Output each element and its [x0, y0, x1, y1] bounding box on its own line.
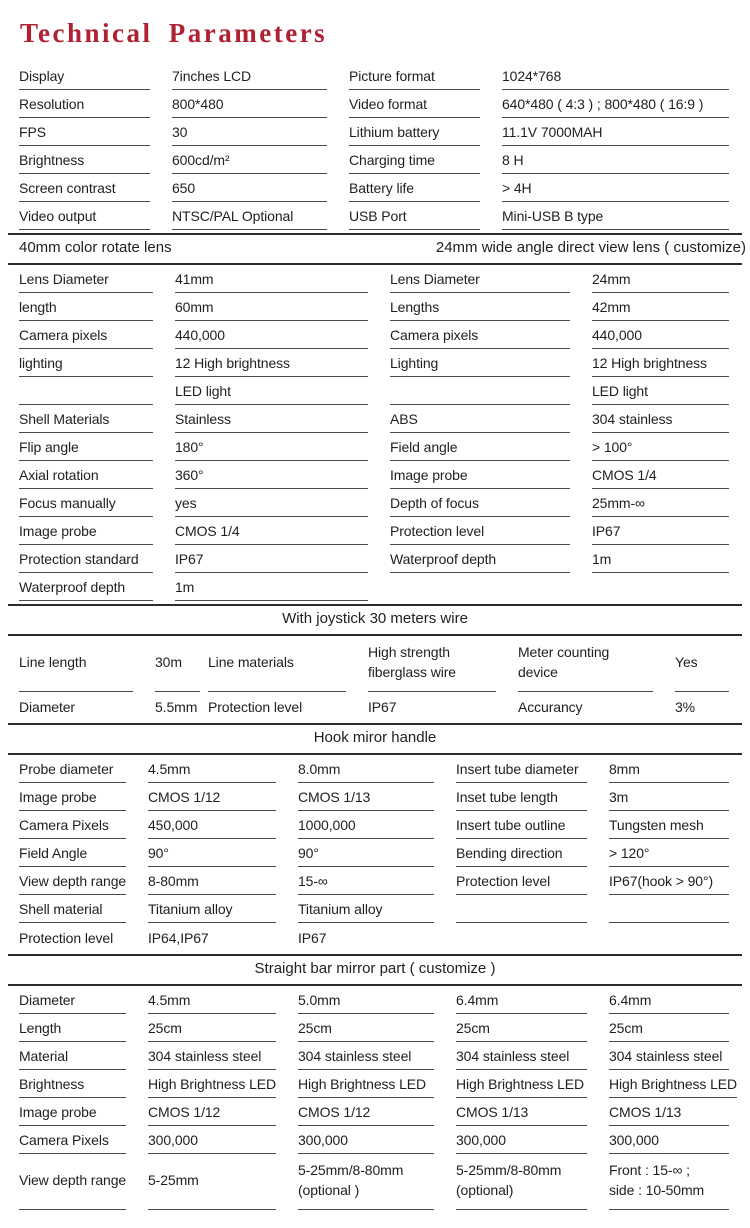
spec-value: Protection level	[456, 867, 587, 895]
table-row	[19, 1014, 735, 1042]
table-row	[19, 1154, 735, 1210]
spec-label: Resolution	[19, 90, 150, 118]
spec-value: Titanium alloy	[298, 895, 434, 923]
spec-label: Image probe	[19, 517, 153, 545]
spec-value: 304 stainless steel	[609, 1042, 729, 1070]
table-row	[19, 811, 735, 839]
spec-value	[390, 573, 570, 601]
table-row	[19, 146, 735, 174]
spec-value: Image probe	[390, 461, 570, 489]
spec-label: Screen contrast	[19, 174, 150, 202]
spec-value: 25cm	[148, 1014, 276, 1042]
table-row	[19, 986, 735, 1014]
spec-value: 60mm	[175, 293, 368, 321]
spec-value: 5-25mm	[148, 1154, 276, 1210]
spec-value: Depth of focus	[390, 489, 570, 517]
spec-value: 30	[172, 118, 327, 146]
spec-value: CMOS 1/4	[592, 461, 729, 489]
spec-value: Protection level	[208, 698, 303, 715]
spec-value: Line materials	[208, 636, 346, 692]
table-row	[19, 461, 735, 489]
table-row	[19, 489, 735, 517]
table-row	[19, 755, 735, 783]
spec-value: 25cm	[456, 1014, 587, 1042]
spec-value: LED light	[592, 377, 729, 405]
spec-value: 90°	[148, 839, 276, 867]
spec-value: CMOS 1/12	[148, 783, 276, 811]
spec-label: Waterproof depth	[19, 573, 153, 601]
spec-value: Camera pixels	[390, 321, 570, 349]
page-title: Technical Parameters	[20, 18, 328, 48]
spec-value: Inset tube length	[456, 783, 587, 811]
spec-value: Charging time	[349, 146, 480, 174]
general-specs-table	[0, 62, 750, 230]
spec-value: 1m	[592, 545, 729, 573]
spec-value: 600cd/m²	[172, 146, 327, 174]
spec-label: View depth range	[19, 1154, 126, 1210]
table-row	[19, 1126, 735, 1154]
table-row	[19, 692, 735, 720]
spec-label: Image probe	[19, 783, 126, 811]
lens-left-header: 40mm color rotate lens	[19, 239, 172, 256]
spec-value: CMOS 1/13	[298, 783, 434, 811]
spec-value: 1024*768	[502, 62, 729, 90]
spec-value: Picture format	[349, 62, 480, 90]
spec-value: 8.0mm	[298, 755, 434, 783]
spec-value	[592, 573, 729, 601]
spec-label: Diameter	[19, 698, 75, 715]
spec-value: IP67	[368, 698, 397, 715]
spec-value: 25cm	[609, 1014, 729, 1042]
spec-value	[390, 377, 570, 405]
spec-value: Insert tube outline	[456, 811, 587, 839]
spec-value: > 4H	[502, 174, 729, 202]
spec-value: 6.4mm	[609, 986, 729, 1014]
spec-value: > 120°	[609, 839, 729, 867]
table-row	[19, 923, 735, 951]
spec-label: Camera pixels	[19, 321, 153, 349]
spec-value: 640*480 ( 4:3 ) ; 800*480 ( 16:9 )	[502, 90, 729, 118]
spec-value: 7inches LCD	[172, 62, 327, 90]
spec-value: LED light	[175, 377, 368, 405]
spec-value: Protection level	[390, 517, 570, 545]
spec-value: NTSC/PAL Optional	[172, 202, 327, 230]
spec-value: CMOS 1/13	[456, 1098, 587, 1126]
spec-value: 30m	[155, 636, 200, 692]
spec-label: View depth range	[19, 867, 126, 895]
spec-value: 12 High brightness	[175, 349, 368, 377]
spec-value: High Brightness LED	[298, 1070, 434, 1098]
spec-value: 25mm-∞	[592, 489, 729, 517]
spec-value: Field angle	[390, 433, 570, 461]
spec-label: Image probe	[19, 1098, 126, 1126]
spec-value: ABS	[390, 405, 570, 433]
spec-value: 25cm	[298, 1014, 434, 1042]
spec-value: 3m	[609, 783, 729, 811]
spec-value: 300,000	[456, 1126, 587, 1154]
spec-value: 450,000	[148, 811, 276, 839]
spec-value: Front : 15-∞ ; side : 10-50mm	[609, 1154, 729, 1210]
spec-value: CMOS 1/12	[298, 1098, 434, 1126]
spec-value	[456, 923, 587, 951]
table-row	[19, 867, 735, 895]
spec-label: Camera Pixels	[19, 1126, 126, 1154]
spec-value: Insert tube diameter	[456, 755, 587, 783]
spec-label: lighting	[19, 349, 153, 377]
spec-label: Focus manually	[19, 489, 153, 517]
spec-label: Diameter	[19, 986, 126, 1014]
spec-value	[456, 895, 587, 923]
spec-value: IP67	[592, 517, 729, 545]
spec-label: Display	[19, 62, 150, 90]
spec-value: 304 stainless steel	[456, 1042, 587, 1070]
spec-value: CMOS 1/13	[609, 1098, 729, 1126]
spec-value: IP64,IP67	[148, 929, 209, 946]
spec-label: Brightness	[19, 1070, 126, 1098]
table-row	[19, 118, 735, 146]
spec-value: 180°	[175, 433, 368, 461]
spec-label: Brightness	[19, 146, 150, 174]
joystick-specs-table	[0, 636, 750, 720]
spec-value: 1000,000	[298, 811, 434, 839]
spec-value: 12 High brightness	[592, 349, 729, 377]
spec-value: 440,000	[592, 321, 729, 349]
spec-value: IP67	[175, 545, 368, 573]
spec-value: Lengths	[390, 293, 570, 321]
spec-value: 4.5mm	[148, 755, 276, 783]
table-row	[19, 377, 735, 405]
spec-value: IP67	[298, 929, 327, 946]
spec-value: 8mm	[609, 755, 729, 783]
spec-value	[609, 923, 729, 951]
hook-section-header: Hook miror handle	[313, 729, 437, 746]
spec-value: Lithium battery	[349, 118, 480, 146]
spec-value: 5-25mm/8-80mm (optional)	[456, 1154, 587, 1210]
spec-value: 3%	[675, 698, 696, 715]
table-row	[19, 174, 735, 202]
spec-value: Stainless	[175, 405, 368, 433]
straight-bar-specs-table	[0, 986, 750, 1210]
spec-label: Probe diameter	[19, 755, 126, 783]
spec-value: 5.5mm	[155, 698, 198, 715]
table-row	[19, 545, 735, 573]
spec-value: Video format	[349, 90, 480, 118]
table-row	[19, 202, 735, 230]
spec-label: Field Angle	[19, 839, 126, 867]
spec-value: Titanium alloy	[148, 895, 276, 923]
spec-label: FPS	[19, 118, 150, 146]
spec-label: Material	[19, 1042, 126, 1070]
table-row	[19, 1070, 738, 1098]
spec-value: IP67(hook > 90°)	[609, 867, 729, 895]
table-row	[19, 1042, 735, 1070]
spec-label	[19, 377, 153, 405]
spec-value: 8-80mm	[148, 867, 276, 895]
spec-value: yes	[175, 489, 368, 517]
lens-right-header: 24mm wide angle direct view lens ( customize)	[435, 239, 746, 256]
spec-value: Bending direction	[456, 839, 587, 867]
table-row	[19, 573, 735, 601]
spec-value: CMOS 1/12	[148, 1098, 276, 1126]
spec-label: Camera Pixels	[19, 811, 126, 839]
spec-value: > 100°	[592, 433, 729, 461]
table-row	[19, 895, 735, 923]
spec-label: Flip angle	[19, 433, 153, 461]
spec-value: Meter counting device	[518, 636, 653, 692]
spec-value: Accurancy	[518, 698, 583, 715]
spec-value: 42mm	[592, 293, 729, 321]
spec-value: 8 H	[502, 146, 729, 174]
spec-label: Lens Diameter	[19, 265, 153, 293]
spec-value: 11.1V 7000MAH	[502, 118, 729, 146]
spec-value: 41mm	[175, 265, 368, 293]
spec-value: Mini-USB B type	[502, 202, 729, 230]
table-row	[19, 1098, 735, 1126]
table-row	[19, 90, 735, 118]
spec-value: 90°	[298, 839, 434, 867]
table-row	[19, 433, 735, 461]
joystick-section-header: With joystick 30 meters wire	[282, 610, 468, 627]
spec-value: Tungsten mesh	[609, 811, 729, 839]
lens-specs-table	[0, 265, 750, 601]
spec-value: 304 stainless steel	[298, 1042, 434, 1070]
spec-value: 650	[172, 174, 327, 202]
spec-value: Lighting	[390, 349, 570, 377]
spec-value: 360°	[175, 461, 368, 489]
spec-value: Battery life	[349, 174, 480, 202]
spec-value: 5-25mm/8-80mm (optional )	[298, 1154, 434, 1210]
spec-value: High Brightness LED	[148, 1070, 276, 1098]
spec-value: 440,000	[175, 321, 368, 349]
hook-handle-specs-table	[0, 755, 750, 951]
spec-value: 6.4mm	[456, 986, 587, 1014]
spec-value: 5.0mm	[298, 986, 434, 1014]
table-row	[19, 783, 735, 811]
spec-label: Video output	[19, 202, 150, 230]
spec-label: length	[19, 293, 153, 321]
spec-value: CMOS 1/4	[175, 517, 368, 545]
spec-value: 800*480	[172, 90, 327, 118]
lens-section-headers	[0, 235, 750, 260]
spec-value: 300,000	[148, 1126, 276, 1154]
spec-label: Length	[19, 1014, 126, 1042]
spec-value: 304 stainless	[592, 405, 729, 433]
spec-value: Lens Diameter	[390, 265, 570, 293]
spec-label: Shell material	[19, 895, 126, 923]
table-row	[19, 839, 735, 867]
spec-label: Protection level	[19, 929, 114, 946]
table-row	[19, 517, 735, 545]
table-row	[19, 636, 735, 692]
table-row	[19, 265, 735, 293]
spec-value: 4.5mm	[148, 986, 276, 1014]
table-row	[19, 405, 735, 433]
spec-label: Protection standard	[19, 545, 153, 573]
spec-value: High Brightness LED	[456, 1070, 587, 1098]
table-row	[19, 321, 735, 349]
spec-label: Shell Materials	[19, 405, 153, 433]
spec-value: 15-∞	[298, 867, 434, 895]
spec-value: High Brightness LED	[609, 1070, 737, 1098]
spec-value	[609, 895, 729, 923]
spec-value: 24mm	[592, 265, 729, 293]
table-row	[19, 293, 735, 321]
spec-value: 304 stainless steel	[148, 1042, 276, 1070]
spec-label: Line length	[19, 636, 133, 692]
table-row	[19, 349, 735, 377]
spec-value: 300,000	[298, 1126, 434, 1154]
spec-value: High strength fiberglass wire	[368, 636, 496, 692]
table-row	[19, 62, 735, 90]
spec-value: Waterproof depth	[390, 545, 570, 573]
spec-value: Yes	[675, 636, 729, 692]
spec-label: Axial rotation	[19, 461, 153, 489]
spec-value: 300,000	[609, 1126, 729, 1154]
spec-value: USB Port	[349, 202, 480, 230]
spec-value: 1m	[175, 573, 368, 601]
straight-bar-section-header: Straight bar mirror part ( customize )	[254, 960, 496, 977]
